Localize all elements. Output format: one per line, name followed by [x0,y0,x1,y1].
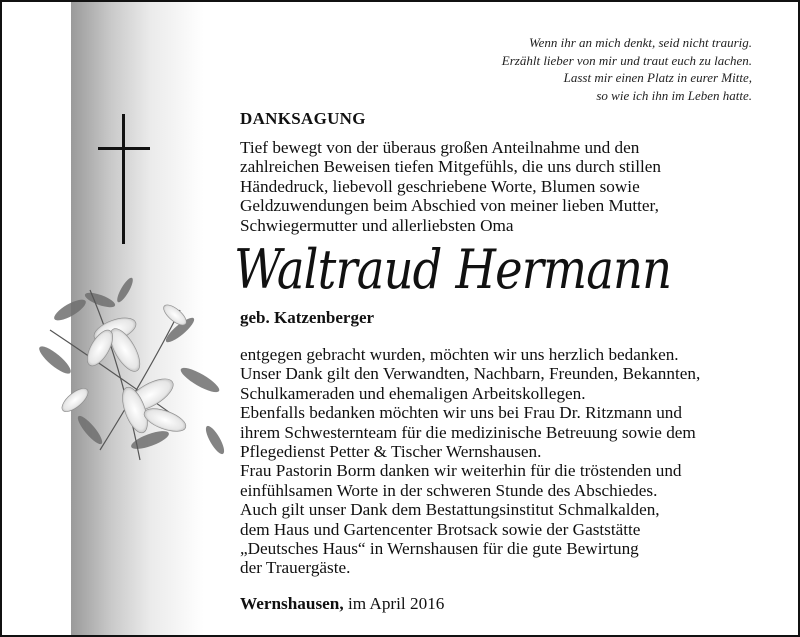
closing-date: im April 2016 [347,594,445,613]
text-line: Auch gilt unser Dank dem Bestattungsinstitut Schmalkalden, [240,500,660,520]
text-line: Pflegedienst Petter & Tischer Wernshausen. [240,442,542,462]
closing-place: Wernshausen, [240,594,344,613]
text-line: zahlreichen Beweisen tiefen Mitgefühls, die uns durch stillen [240,157,661,177]
text-line: Frau Pastorin Borm danken wir weiterhin für die tröstenden und [240,461,682,481]
body-paragraph [240,345,700,578]
deceased-name: Waltraud Hermann [234,238,672,301]
text-line: Händedruck, liebevoll geschriebene Worte, Blumen sowie [240,176,640,196]
flower-bouquet-image [30,270,250,480]
intro-paragraph [240,138,661,235]
text-line: ihrem Schwesternteam für die medizinische Betreuung sowie dem [240,422,696,442]
text-line: Geldzuwendungen beim Abschied von meiner lieben Mutter, [240,196,659,216]
text-line: Ebenfalls bedanken möchten wir uns bei Frau Dr. Ritzmann und [240,403,682,423]
closing-line [240,594,444,614]
poem [502,34,752,104]
text-line: Tief bewegt von der überaus großen Anteilnahme und den [240,138,640,157]
text-line: der Trauergäste. [240,558,351,578]
text-line: entgegen gebracht wurden, möchten wir uns herzlich bedanken. [240,345,679,364]
poem-line: Wenn ihr an mich denkt, seid nicht traurig. [528,35,752,50]
text-line: Schwiegermutter und allerliebsten Oma [240,215,514,235]
text-line: „Deutsches Haus“ in Wernshausen für die gute Bewirtung [240,539,639,559]
text-line: dem Haus und Gartencenter Brotsack sowie der Gaststätte [240,519,641,539]
poem-line: Lasst mir einen Platz in eurer Mitte, [563,70,752,85]
heading: DANKSAGUNG [240,109,366,128]
cross-icon [98,114,150,244]
poem-line: so wie ich ihn im Leben hatte. [596,87,752,103]
text-line: Schulkameraden und ehemaligen Arbeitskollegen. [240,383,586,403]
text-line: einfühlsamen Worte in der schweren Stunde des Abschiedes. [240,480,658,500]
text-line: Unser Dank gilt den Verwandten, Nachbarn, Freunden, Bekannten, [240,364,701,384]
maiden-name: geb. Katzenberger [240,308,375,327]
poem-line: Erzählt lieber von mir und traut euch zu lachen. [501,52,752,68]
